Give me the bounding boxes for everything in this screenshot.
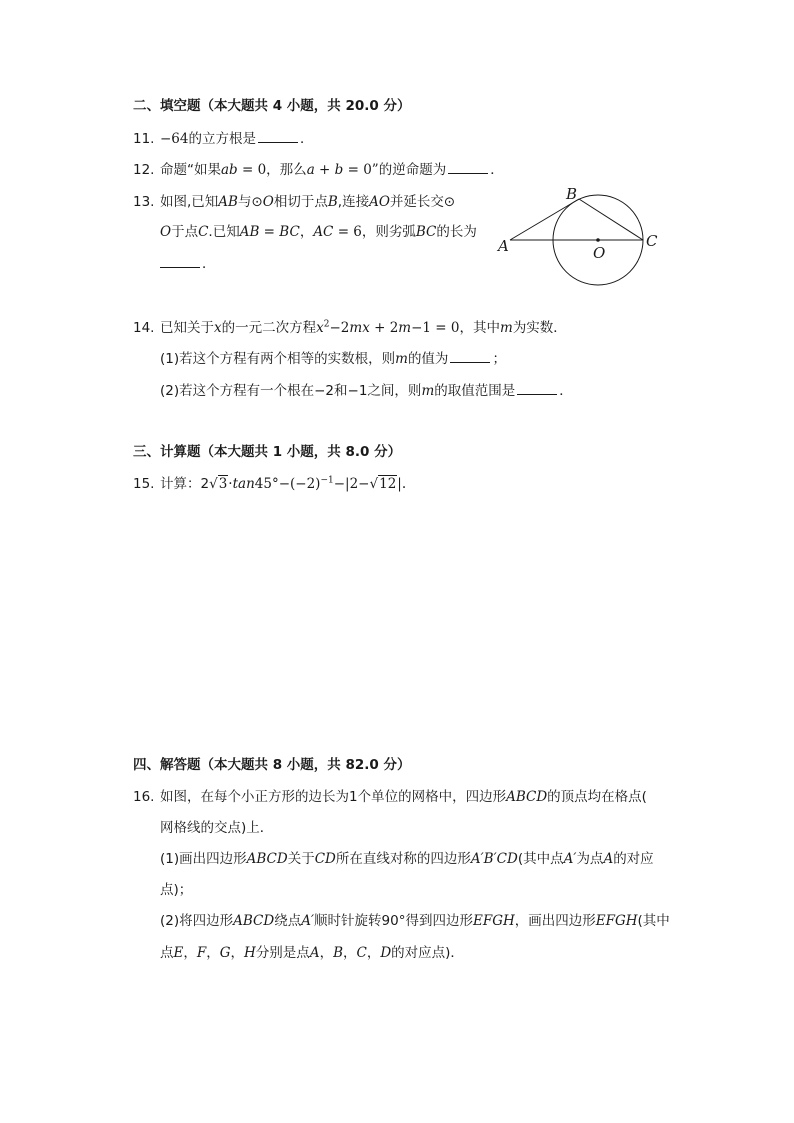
- q16-text: 关于: [287, 851, 315, 867]
- question-14-part-2: [160, 382, 573, 400]
- math-var: H: [244, 945, 256, 961]
- math-var: a: [306, 162, 315, 178]
- answer-blank: [517, 382, 557, 395]
- math-var: m: [398, 320, 412, 336]
- q16-text: 如图，在每个小正方形的边长为1个单位的网格中，四边形: [160, 789, 507, 805]
- q16-text: 的对应: [613, 851, 654, 867]
- q14-text: −1 = 0，其中: [411, 320, 500, 336]
- question-13-line-2: [160, 223, 477, 241]
- q16-text: 顺时针旋转90°得到四边形: [314, 913, 473, 929]
- q13-figure: [494, 180, 664, 290]
- question-13-line-1: [133, 193, 455, 211]
- math-exp: 2: [323, 319, 330, 330]
- q13-text: 的长为: [436, 224, 477, 240]
- label-b: B: [566, 185, 578, 203]
- answer-blank: [160, 255, 200, 268]
- math-var: O: [262, 194, 274, 210]
- math-var: ABCD: [233, 913, 275, 929]
- q13-text: 相切于点: [273, 194, 328, 210]
- section-4-header: 四、解答题（本大题共 8 小题，共 82.0 分）: [133, 757, 411, 773]
- question-number: 13.: [133, 194, 155, 210]
- math-var: ABCD: [506, 789, 548, 805]
- sqrt-icon: √: [209, 476, 218, 492]
- q12-end: ．: [490, 162, 504, 178]
- answer-blank: [258, 130, 298, 143]
- answer-blank: [448, 161, 488, 174]
- math-var: EFGH: [595, 913, 638, 929]
- q14-text: 为实数．: [512, 320, 567, 336]
- q14-text: 的一元二次方程: [221, 320, 317, 336]
- sqrt-icon: √: [369, 476, 379, 492]
- math-var: mx: [349, 320, 370, 336]
- question-16-line-3: [160, 850, 654, 868]
- math-var: F: [196, 945, 207, 961]
- question-number: 14.: [133, 320, 155, 336]
- label-o: O: [593, 244, 606, 262]
- q16-text: 的顶点均在格点(: [547, 789, 647, 805]
- q16-text: 的对应点)．: [391, 945, 464, 961]
- math-var: b: [334, 162, 344, 178]
- math-var: AB: [239, 224, 260, 240]
- q13-text: 与⊙: [237, 194, 263, 210]
- question-16-line-4: [160, 881, 192, 899]
- math-op: +: [314, 162, 335, 178]
- math-var: A′: [301, 913, 315, 929]
- math-var: ABCD: [246, 851, 288, 867]
- math-var: G: [219, 945, 231, 961]
- q13-text: 并延长交⊙: [389, 194, 456, 210]
- math-var: A: [309, 945, 320, 961]
- math-exp: −1: [320, 475, 334, 486]
- question-16-line-2: [160, 819, 273, 837]
- math-radicand: 3: [218, 476, 228, 492]
- q16-text: 分别是点: [255, 945, 310, 961]
- math-var: AB: [218, 194, 238, 210]
- section-3-header: 三、计算题（本大题共 1 小题，共 8.0 分）: [133, 444, 402, 460]
- math-op: −2: [329, 320, 350, 336]
- question-13-line-3: [160, 255, 216, 273]
- math-var: EFGH: [472, 913, 515, 929]
- math-var: C: [356, 945, 367, 961]
- q13-text: = 6，则劣弧: [333, 224, 416, 240]
- math-var: AO: [369, 194, 390, 210]
- q16-text: 绕点: [274, 913, 302, 929]
- q14-text: 的取值范围是: [434, 383, 516, 399]
- math-expr: −|2−: [333, 476, 370, 492]
- math-expr: 45°−(−2): [254, 476, 321, 492]
- q16-text: ，: [342, 945, 357, 961]
- center-dot: [596, 238, 600, 242]
- math-var: C: [198, 224, 209, 240]
- math-var: m: [500, 320, 513, 336]
- math-var: AC: [313, 224, 334, 240]
- math-var: D: [380, 945, 392, 961]
- math-var: m: [395, 351, 408, 367]
- q15-text: 计算：2: [160, 476, 210, 492]
- q14-text: 的值为: [407, 351, 449, 367]
- question-number: 15.: [133, 476, 155, 492]
- question-11: [133, 130, 314, 148]
- q16-text: (其中: [637, 913, 670, 929]
- q16-text: ，: [183, 945, 197, 961]
- q16-text: ，: [319, 945, 334, 961]
- q13-text: 于点: [171, 224, 199, 240]
- math-var: A′: [563, 851, 577, 867]
- math-radicand: 12: [379, 476, 397, 492]
- question-15: [133, 475, 406, 493]
- question-16-line-6: [160, 944, 464, 962]
- q12-text: = 0，那么: [237, 162, 307, 178]
- question-14-part-1: [160, 350, 506, 368]
- q16-text: 点: [160, 945, 174, 961]
- math-var: A: [603, 851, 614, 867]
- math-var: E: [173, 945, 184, 961]
- math-var: ab: [221, 162, 238, 178]
- q13-text: ,连接: [337, 194, 370, 210]
- section-2-header: 二、填空题（本大题共 4 小题，共 20.0 分）: [133, 98, 411, 114]
- q16-text: ，: [366, 945, 381, 961]
- q14-text: 已知关于: [160, 320, 214, 336]
- segment-ab: [510, 199, 579, 240]
- question-number: 12.: [133, 162, 155, 178]
- q11-text: 的立方根是: [188, 131, 256, 147]
- math-var: BC: [415, 224, 437, 240]
- q13-end: ．: [202, 256, 216, 272]
- math-op: =: [259, 224, 280, 240]
- q13-text: 如图,已知: [160, 194, 219, 210]
- q13-text: ，: [299, 224, 314, 240]
- math-var: O: [160, 224, 172, 240]
- q16-text: 网格线的交点)上．: [160, 820, 274, 836]
- answer-blank: [450, 350, 490, 363]
- question-14-stem: [133, 319, 567, 337]
- question-16-line-5: [160, 912, 670, 930]
- q16-text: 为点: [576, 851, 604, 867]
- q16-text: (其中点: [517, 851, 564, 867]
- q11-value: −64: [160, 131, 189, 147]
- q14-end: ．: [559, 383, 573, 399]
- math-expr: |.: [397, 476, 407, 492]
- segment-bc: [579, 199, 643, 240]
- q12-text: 命题“如果: [160, 162, 221, 178]
- q13-text: .已知: [208, 224, 240, 240]
- question-12: [133, 161, 504, 179]
- label-a: A: [498, 237, 509, 255]
- math-var: CD: [314, 851, 336, 867]
- question-number: 16.: [133, 789, 155, 805]
- q16-text: (2)将四边形: [160, 913, 234, 929]
- q14-text: (1)若这个方程有两个相等的实数根，则: [160, 351, 396, 367]
- q14-text: (2)若这个方程有一个根在−2和−1之间，则: [160, 383, 422, 399]
- q16-text: (1)画出四边形: [160, 851, 247, 867]
- label-c: C: [646, 232, 658, 250]
- q11-end: ．: [300, 131, 314, 147]
- q16-text: ，: [206, 945, 220, 961]
- math-op: + 2: [369, 320, 399, 336]
- math-var: B: [333, 945, 343, 961]
- math-var: m: [421, 383, 435, 399]
- q16-text: 点)；: [160, 882, 193, 898]
- q16-text: ，: [230, 945, 245, 961]
- question-16-line-1: [133, 788, 647, 806]
- math-func: tan: [232, 476, 255, 492]
- math-var: A′B′CD: [470, 851, 518, 867]
- math-var: B: [327, 194, 338, 210]
- math-var: x: [316, 320, 324, 336]
- math-op: ·: [228, 476, 233, 492]
- math-var: x: [214, 320, 222, 336]
- question-number: 11.: [133, 131, 155, 147]
- math-var: BC: [279, 224, 300, 240]
- q14-end: ；: [492, 351, 506, 367]
- q12-text: = 0”的逆命题为: [343, 162, 447, 178]
- q16-text: 所在直线对称的四边形: [335, 851, 471, 867]
- q16-text: ，画出四边形: [514, 913, 596, 929]
